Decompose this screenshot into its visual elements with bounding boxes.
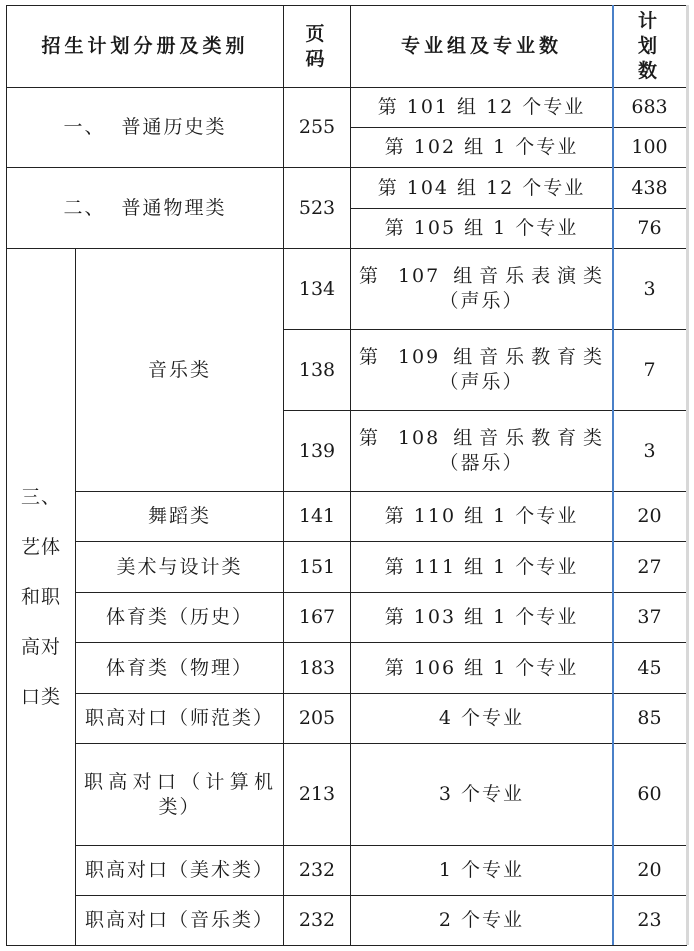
table-row [7, 492, 687, 542]
table-row [7, 896, 687, 946]
page-cell: 205 [284, 694, 351, 744]
category-cell: 体育类（历史） [76, 593, 284, 643]
group-cell: 4 个专业 [351, 694, 613, 744]
column-divider-highlight [612, 5, 614, 945]
plan-cell: 45 [613, 643, 687, 694]
plan-cell: 60 [613, 744, 687, 846]
table-row [7, 744, 687, 846]
table-row [7, 88, 687, 128]
page-cell: 232 [284, 896, 351, 946]
category-cell: 职高对口（音乐类） [76, 896, 284, 946]
plan-cell: 23 [613, 896, 687, 946]
page-cell: 134 [284, 249, 351, 330]
table-row [7, 846, 687, 896]
enrollment-plan-table [6, 5, 687, 946]
group-cell: 第 105 组 1 个专业 [351, 209, 613, 249]
page-cell: 151 [284, 542, 351, 593]
plan-cell: 85 [613, 694, 687, 744]
category-cell: 美术与设计类 [76, 542, 284, 593]
group-cell: 2 个专业 [351, 896, 613, 946]
header-row [7, 6, 687, 88]
plan-cell: 20 [613, 846, 687, 896]
category-cell: 职高对口（计算机类） [76, 744, 284, 846]
plan-cell: 27 [613, 542, 687, 593]
plan-cell: 3 [613, 249, 687, 330]
section-history-page: 255 [284, 88, 351, 168]
header-page: 页码 [284, 6, 351, 88]
group-cell: 1 个专业 [351, 846, 613, 896]
group-cell: 第 102 组 1 个专业 [351, 128, 613, 168]
plan-cell: 37 [613, 593, 687, 643]
header-plan: 计划数 [613, 6, 687, 88]
group-cell: 第 108 组音乐教育类（器乐） [351, 411, 613, 492]
section-physics-page: 523 [284, 168, 351, 249]
table-row [7, 168, 687, 209]
page-cell: 141 [284, 492, 351, 542]
table-row [7, 593, 687, 643]
table-row [7, 542, 687, 593]
category-cell: 职高对口（美术类） [76, 846, 284, 896]
page-cell: 232 [284, 846, 351, 896]
plan-cell: 100 [613, 128, 687, 168]
header-category: 招生计划分册及类别 [7, 6, 284, 88]
page-cell: 167 [284, 593, 351, 643]
page-cell: 183 [284, 643, 351, 694]
plan-cell: 438 [613, 168, 687, 209]
group-cell: 第 111 组 1 个专业 [351, 542, 613, 593]
page-edge-shadow [686, 5, 689, 945]
plan-cell: 20 [613, 492, 687, 542]
enrollment-plan-table-wrapper [6, 5, 687, 946]
section-history-label: 一、 普通历史类 [7, 88, 284, 168]
category-cell: 体育类（物理） [76, 643, 284, 694]
page-cell: 139 [284, 411, 351, 492]
table-row [7, 643, 687, 694]
category-cell: 职高对口（师范类） [76, 694, 284, 744]
group-cell: 第 106 组 1 个专业 [351, 643, 613, 694]
group-cell: 第 103 组 1 个专业 [351, 593, 613, 643]
category-cell: 舞蹈类 [76, 492, 284, 542]
group-cell: 3 个专业 [351, 744, 613, 846]
plan-cell: 7 [613, 330, 687, 411]
group-cell: 第 101 组 12 个专业 [351, 88, 613, 128]
table-row [7, 249, 687, 330]
music-label: 音乐类 [76, 249, 284, 492]
page-cell: 213 [284, 744, 351, 846]
section-physics-label: 二、 普通物理类 [7, 168, 284, 249]
plan-cell: 683 [613, 88, 687, 128]
group-cell: 第 104 组 12 个专业 [351, 168, 613, 209]
page-cell: 138 [284, 330, 351, 411]
plan-cell: 76 [613, 209, 687, 249]
group-cell: 第 107 组音乐表演类（声乐） [351, 249, 613, 330]
plan-cell: 3 [613, 411, 687, 492]
group-cell: 第 109 组音乐教育类（声乐） [351, 330, 613, 411]
table-row [7, 694, 687, 744]
header-groups: 专业组及专业数 [351, 6, 613, 88]
group-cell: 第 110 组 1 个专业 [351, 492, 613, 542]
section-arts-label: 三、艺体和职高对口类 [7, 249, 76, 946]
